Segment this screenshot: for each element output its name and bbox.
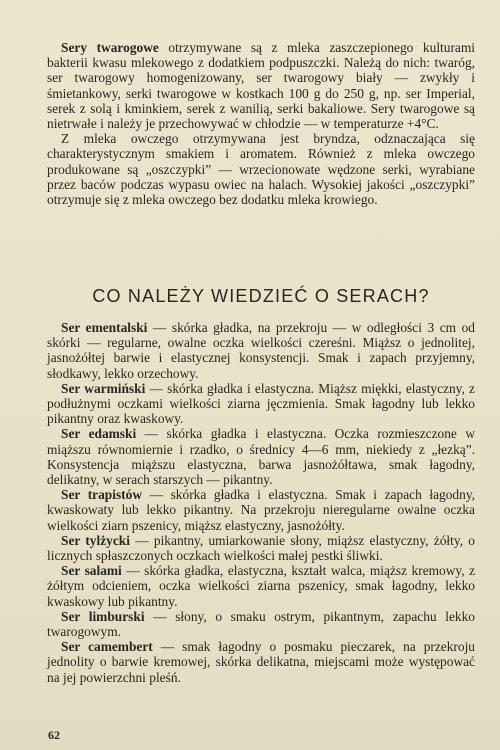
cheese-entry [47, 533, 475, 563]
paragraph-curd-cheeses [47, 40, 475, 131]
cheese-name: Ser trapistów [61, 487, 142, 503]
paragraph-sheep-cheeses [47, 131, 475, 207]
cheese-name: Ser edamski [61, 426, 137, 442]
cheese-description: — skórka gładka, na przekroju — w odległości 3 cm od skórki — regularne, owalne oczka wielkości czereśni. Miąższ o jednolitej, jasnożółtej barwie i elastycznej konsystencji. Smak i zapach przyjemny, słodkawy, lekko orzechowy. [47, 320, 476, 381]
cheese-description: — skórka gładka i elastyczna. Oczka rozmieszczone w miąższu równomiernie i rzadko, o średnicy 4—6 mm, niekiedy z „łezką”. Konsystencja miąższu elastyczna, barwa jasnożółtawa, smak łagodny, delikatny, w serach starszych — pikantny. [47, 426, 475, 488]
cheese-description: — skórka gładka i elastyczna. Miąższ miękki, elastyczny, z podłużnymi oczkami wielkości ziarna jęczmienia. Smak łagodny lub lekko pikantny oraz kwaskowy. [47, 380, 475, 427]
cheese-entry [47, 426, 475, 487]
cheese-name: Ser warmiński [61, 380, 146, 396]
page-number: 62 [48, 728, 60, 742]
cheese-description: — smak łagodny o posmaku pieczarek, na przekroju jednolity o barwie kremowej, skórka delikatna, miejscami może występować na jej powierzchni pleśń. [47, 639, 475, 685]
cheese-name: Ser salami [61, 563, 122, 579]
cheese-name: Ser camembert [61, 639, 153, 655]
cheese-entry [47, 320, 475, 381]
cheese-name: Ser ementalski [61, 320, 148, 335]
cheese-entry [47, 381, 475, 427]
cheese-entry [47, 609, 475, 639]
cheese-list [47, 320, 475, 685]
paragraph-text: otrzymywane są z mleka zaszczepionego kulturami bakterii kwasu mlekowego z dodatkiem podpuszczki. Należą do nich: twaróg, ser twarogowy homogenizowany, ser twarogowy biały — zwykły i śmietankowy, serki twarogowe w kostkach 100 g do 250 g, np. ser Imperial, serek z solą i kminkiem, serek z wanilią, serki bakaliowe. Sery twarogowe są nietrwałe i należy je przechowywać w chłodzie — w temperaturze +4°C. [47, 40, 475, 132]
intro-section [47, 40, 475, 207]
cheese-name: Ser tylżycki [61, 532, 130, 548]
cheese-entry [47, 639, 475, 685]
paragraph-text: Z mleka owczego otrzymywana jest bryndza, odznaczająca się charakterystycznym smakiem i aromatem. Również z mleka owczego produkowane są „oszczypki” — wrzecionowate wędzone serki, wyrabiane przez baców podczas wypasu owiec na halach. Wysokiej jakości „oszczypki” otrzymuje się z mleka owczego bez dodatku mleka krowiego. [47, 131, 475, 208]
cheese-description: — słony, o smaku ostrym, pikantnym, zapachu lekko twarogowym. [47, 608, 475, 640]
cheese-description: — skórka gładka i elastyczna. Smak i zapach łagodny, kwaskowaty lub lekko pikantny. Na przekroju nieregularne owalne oczka wielkości ziarn pszenicy, miąższ elastyczny, jasnożółty. [47, 487, 475, 533]
cheese-description: — pikantny, umiarkowanie słony, miąższ elastyczny, żółty, o licznych spłaszczonych oczkach wielkości małej pestki śliwki. [47, 532, 475, 564]
cheese-name: Ser limburski [61, 608, 145, 624]
cheese-entry [47, 563, 475, 609]
cheese-description: — skórka gładka, elastyczna, kształt walca, miąższ kremowy, z żółtym odcieniem, oczka wielkości ziarna pszenicy, smak łagodny, lekko kwaskowy lub pikantny. [47, 563, 476, 609]
lead-term: Sery twarogowe [61, 40, 159, 55]
cheese-entry [47, 487, 475, 533]
section-heading: CO NALEŻY WIEDZIEĆ O SERACH? [92, 286, 430, 306]
